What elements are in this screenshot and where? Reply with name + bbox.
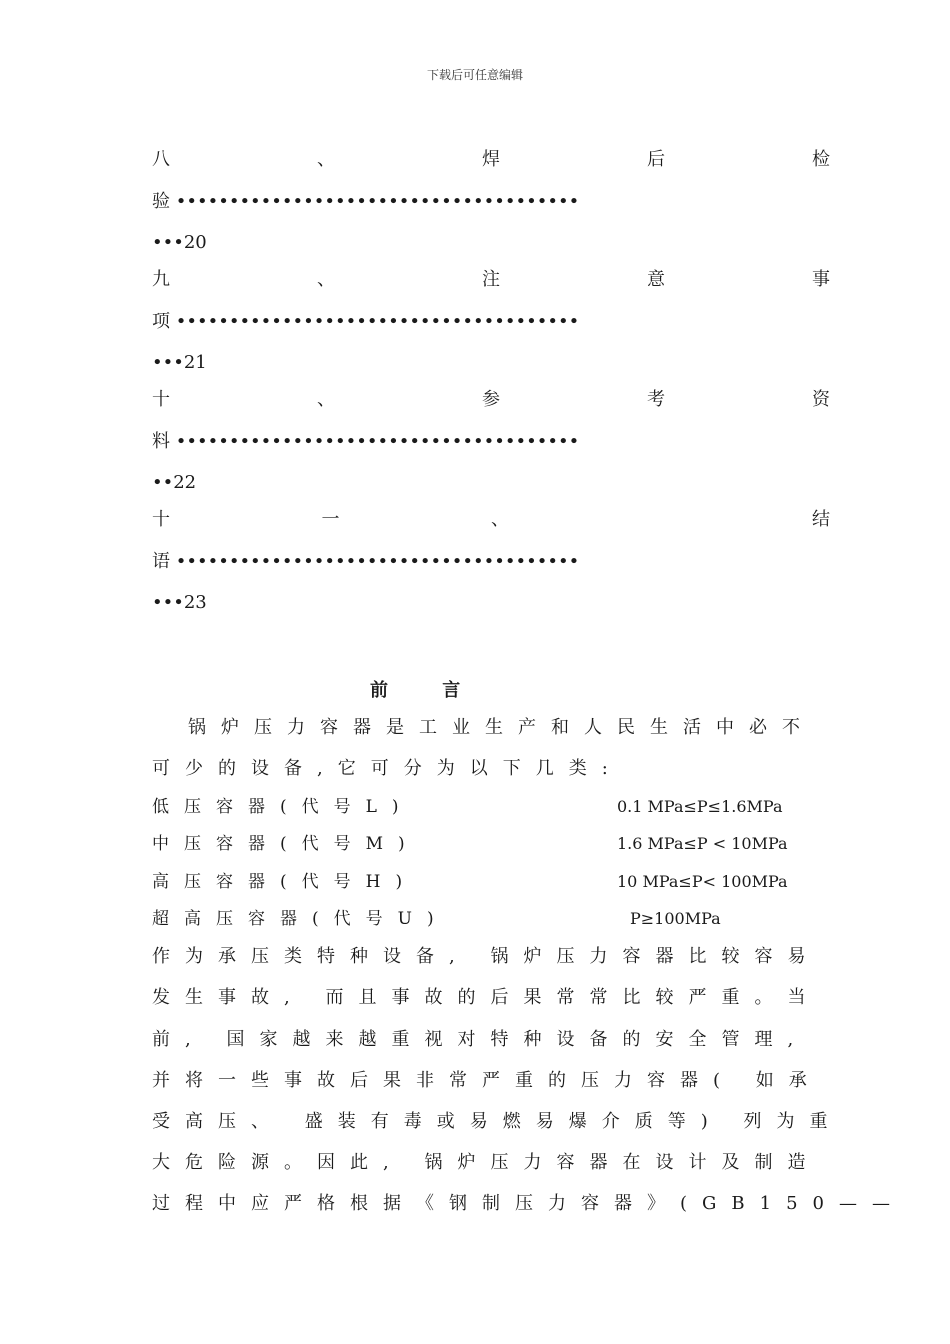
toc-word: 考	[647, 389, 665, 410]
toc-word: 焊	[482, 149, 500, 170]
toc-entry-8-page: •••20	[152, 232, 207, 253]
toc-entry-9-leader	[152, 310, 830, 334]
toc-word: 结	[812, 509, 830, 530]
toc-word: 九	[152, 269, 170, 290]
toc-lead: 料	[152, 431, 170, 452]
toc-word: 参	[482, 389, 500, 410]
preface-title: 前 言	[370, 680, 485, 701]
toc-word: 、	[317, 149, 335, 170]
toc-lead: 项	[152, 311, 170, 332]
preface-paragraph-line: 受高压、 盛装有毒或易燃易爆介质等) 列为重	[152, 1111, 843, 1132]
toc-lead: 验	[152, 191, 170, 212]
toc-entry-8-leader	[152, 190, 830, 214]
vessel-class-range: P≥100MPa	[630, 909, 721, 928]
toc-entry-8-heading	[152, 148, 830, 172]
preface-paragraph-line: 大危险源。因此, 锅炉压力容器在设计及制造	[152, 1152, 821, 1173]
vessel-class-name: 低压容器(代号L)	[152, 797, 414, 817]
preface-paragraph-line: 并将一些事故后果非常严重的压力容器( 如承	[152, 1070, 822, 1091]
toc-word: 资	[812, 389, 830, 410]
vessel-class-name: 中压容器(代号M)	[152, 834, 420, 854]
preface-paragraph-line: 锅炉压力容器是工业生产和人民生活中必不	[188, 717, 815, 738]
toc-word: 一	[321, 509, 340, 530]
toc-word: 十	[152, 509, 170, 530]
toc-dots: ••••••••••••••••••••••••••••••••••••••	[175, 191, 580, 212]
vessel-class-range: 10 MPa≤P< 100MPa	[617, 872, 788, 891]
toc-lead: 语	[152, 551, 170, 572]
toc-word: 事	[812, 269, 830, 290]
preface-paragraph-line: 过程中应严格根据《钢制压力容器》(GB150——	[152, 1193, 905, 1214]
toc-word: 八	[152, 149, 170, 170]
toc-word: 十	[152, 389, 170, 410]
toc-word: 检	[812, 149, 830, 170]
toc-word: 意	[647, 269, 665, 290]
toc-entry-11-leader	[152, 550, 830, 574]
vessel-class-name: 超高压容器(代号U)	[152, 909, 449, 929]
toc-entry-10-heading	[152, 388, 830, 412]
vessel-class-name: 高压容器(代号H)	[152, 872, 418, 892]
preface-paragraph-line: 可少的设备,它可分为以下几类:	[152, 758, 623, 779]
vessel-class-range: 0.1 MPa≤P≤1.6MPa	[617, 797, 783, 816]
toc-dots: ••••••••••••••••••••••••••••••••••••••	[175, 551, 580, 572]
toc-entry-9-heading	[152, 268, 830, 292]
toc-entry-10-leader	[152, 430, 830, 454]
preface-paragraph-line: 发生事故, 而且事故的后果常常比较严重。当	[152, 987, 821, 1008]
toc-word: 、	[317, 269, 335, 290]
toc-entry-11-heading	[152, 508, 830, 532]
toc-word: 、	[317, 389, 335, 410]
preface-paragraph-line: 前, 国家越来越重视对特种设备的安全管理,	[152, 1029, 809, 1050]
page-header: 下载后可任意编辑	[426, 68, 523, 82]
toc-word: 后	[647, 149, 665, 170]
vessel-class-range: 1.6 MPa≤P < 10MPa	[617, 834, 788, 853]
toc-entry-9-page: •••21	[152, 352, 207, 373]
toc-entry-11-page: •••23	[152, 592, 207, 613]
toc-word: 注	[482, 269, 500, 290]
toc-word: 、	[491, 509, 509, 530]
toc-dots: ••••••••••••••••••••••••••••••••••••••	[175, 311, 580, 332]
toc-entry-10-page: ••22	[152, 472, 197, 493]
toc-dots: ••••••••••••••••••••••••••••••••••••••	[175, 431, 580, 452]
preface-paragraph-line: 作为承压类特种设备, 锅炉压力容器比较容易	[152, 946, 821, 967]
